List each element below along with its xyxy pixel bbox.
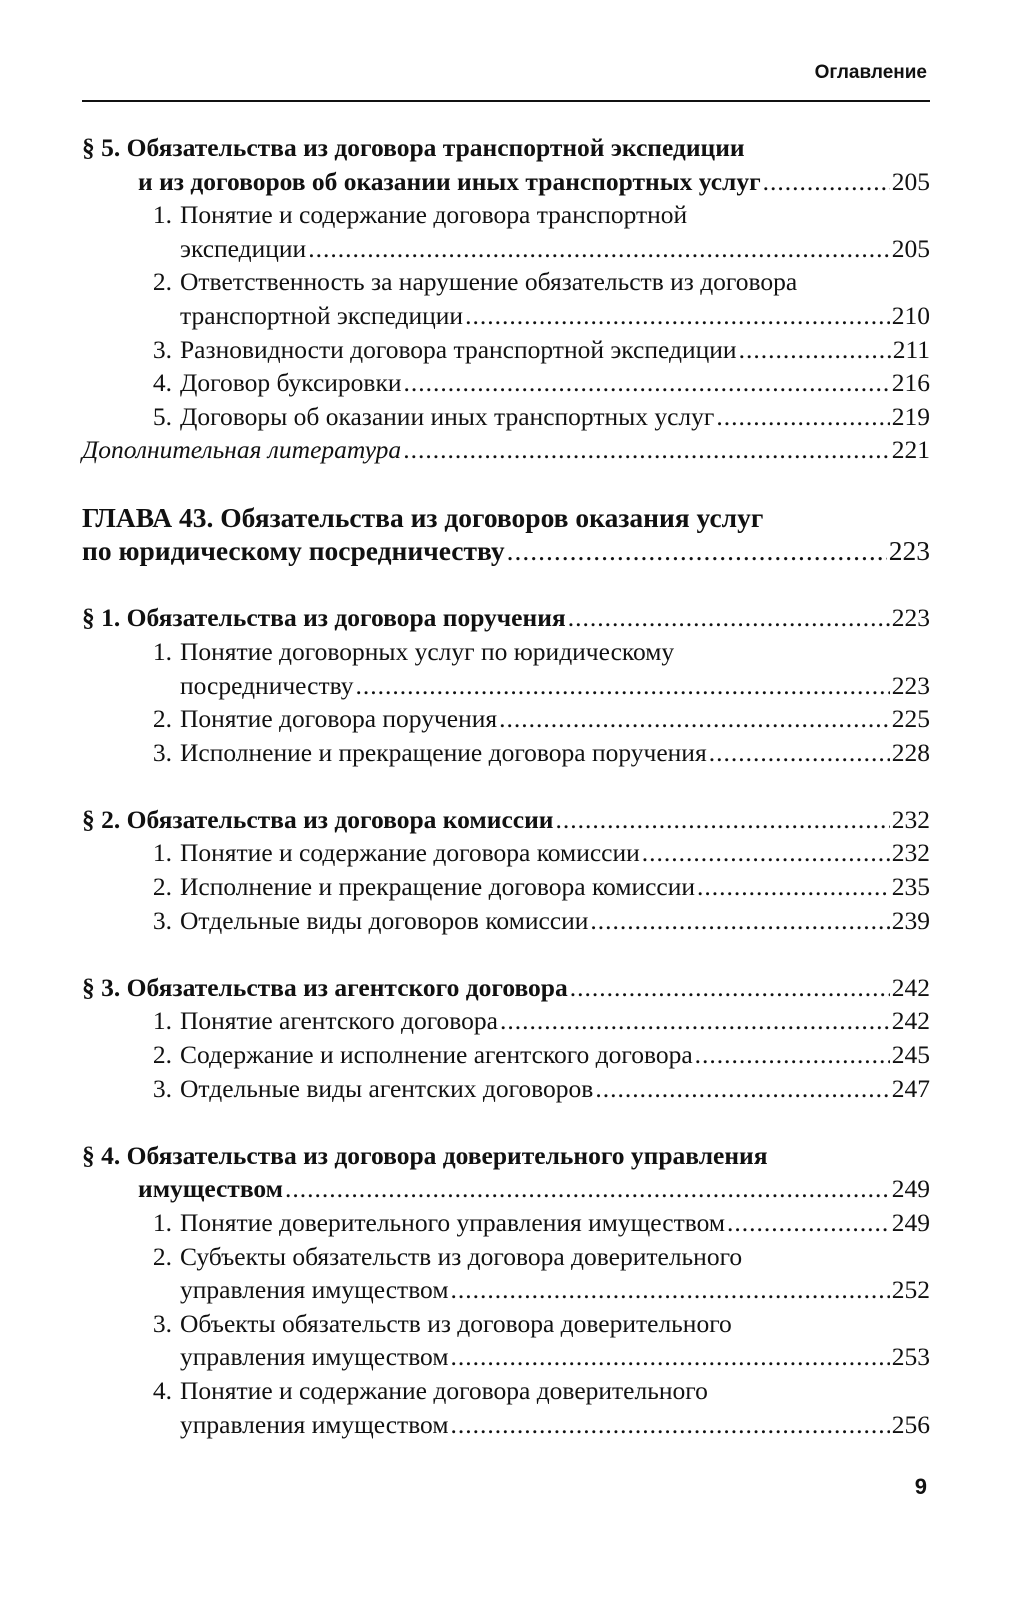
item-title: Отдельные виды агентских договоров: [180, 1073, 594, 1103]
leader-dots: [450, 1273, 889, 1307]
toc-item-cont: [82, 299, 930, 333]
item-number: 4.: [152, 368, 172, 398]
page-ref: 249: [891, 1174, 930, 1204]
toc-item-cont: [82, 232, 930, 266]
section-heading: [82, 971, 930, 1005]
item-title: Понятие договора поручения: [180, 704, 498, 734]
item-title-cont: управления имуществом: [180, 1409, 449, 1439]
section-heading: [82, 1139, 930, 1173]
page-ref: 252: [891, 1275, 930, 1305]
item-number: 1.: [152, 1208, 172, 1237]
leader-dots: [716, 400, 889, 434]
toc-item: [82, 198, 930, 232]
item-number: 1.: [152, 636, 172, 666]
item-title: Разновидности договора транспортной экспедиции: [180, 334, 737, 364]
item-number: 2.: [152, 1040, 172, 1070]
toc-item: [82, 904, 930, 938]
item-title: Понятие и содержание договора комиссии: [180, 838, 640, 868]
toc-item: [82, 1004, 930, 1038]
leader-dots: [356, 669, 890, 703]
toc-item-cont: [82, 669, 930, 703]
section-title: Обязательства из договора доверительного управления: [126, 1140, 768, 1170]
page-ref: 228: [891, 737, 930, 767]
page-ref: 242: [891, 1006, 930, 1036]
toc-item-cont: [82, 1408, 930, 1442]
item-title-cont: управления имуществом: [180, 1342, 449, 1372]
leader-dots: [403, 433, 890, 467]
leader-dots: [697, 870, 890, 904]
toc-item: [82, 400, 930, 434]
literature-entry: [82, 433, 930, 467]
running-head: Оглавление: [814, 62, 927, 83]
section-heading: [82, 601, 930, 635]
item-title: Ответственность за нарушение обязательств из договора: [180, 267, 798, 297]
page-ref: 242: [891, 972, 930, 1002]
item-title: Исполнение и прекращение договора комиссии: [180, 872, 696, 902]
page-ref: 223: [891, 670, 930, 700]
literature-title: Дополнительная литература: [82, 435, 402, 465]
item-title: Исполнение и прекращение договора поручения: [180, 737, 707, 767]
leader-dots: [570, 971, 890, 1005]
leader-dots: [499, 702, 890, 736]
toc-item: [82, 635, 930, 669]
toc-item-cont: [82, 1340, 930, 1374]
page-ref: 247: [891, 1073, 930, 1103]
section-heading: [82, 131, 930, 165]
page-ref: 205: [891, 166, 930, 196]
toc-item: [82, 736, 930, 770]
item-number: 5.: [152, 401, 172, 431]
item-number: 3.: [152, 1308, 172, 1338]
toc-item: [82, 1038, 930, 1072]
leader-dots: [695, 1038, 890, 1072]
leader-dots: [500, 1004, 890, 1038]
item-number: 3.: [152, 737, 172, 767]
table-of-contents: [82, 131, 930, 1441]
item-title: Понятие доверительного управления имуществом: [180, 1208, 725, 1237]
item-number: 1.: [152, 838, 172, 868]
page-ref: 223: [891, 603, 930, 633]
chapter-heading-cont: [82, 534, 930, 568]
item-title: Субъекты обязательств из договора доверительного: [180, 1241, 743, 1271]
item-title-cont: экспедиции: [180, 233, 307, 263]
page-ref: 205: [891, 233, 930, 263]
item-number: 4.: [152, 1375, 172, 1405]
item-title: Понятие договорных услуг по юридическому: [180, 636, 675, 666]
toc-item: [82, 1072, 930, 1106]
leader-dots: [709, 736, 890, 770]
leader-dots: [739, 333, 891, 367]
leader-dots: [590, 904, 889, 938]
page-ref: 219: [891, 401, 930, 431]
leader-dots: [404, 366, 890, 400]
section-title-cont: и из договоров об оказании иных транспортных услуг: [138, 166, 761, 196]
item-title: Понятие и содержание договора транспортной: [180, 200, 688, 230]
leader-dots: [642, 836, 890, 870]
section-title: Обязательства из агентского договора: [126, 972, 568, 1002]
leader-dots: [727, 1206, 890, 1240]
item-title: Отдельные виды договоров комиссии: [180, 905, 589, 935]
item-title-cont: управления имуществом: [180, 1275, 449, 1305]
section-heading: [82, 803, 930, 837]
item-number: 2.: [152, 872, 172, 902]
item-title: Договоры об оказании иных транспортных услуг: [180, 401, 715, 431]
section-number: § 2.: [82, 804, 121, 834]
page-ref: 256: [891, 1409, 930, 1439]
leader-dots: [465, 299, 890, 333]
section-title: Обязательства из договора комиссии: [126, 804, 554, 834]
item-title: Понятие агентского договора: [180, 1006, 498, 1036]
leader-dots: [450, 1340, 889, 1374]
page-ref: 210: [891, 300, 930, 330]
page-ref: 225: [891, 704, 930, 734]
section-heading-cont: [82, 165, 930, 199]
page-ref: 245: [891, 1040, 930, 1070]
item-title-cont: транспортной экспедиции: [180, 300, 464, 330]
chapter-title: ГЛАВА 43. Обязательства из договоров оказания услуг: [82, 501, 764, 533]
section-title: Обязательства из договора поручения: [126, 603, 566, 633]
leader-dots: [595, 1072, 889, 1106]
item-number: 2.: [152, 267, 172, 297]
toc-item: [82, 870, 930, 904]
toc-item: [82, 366, 930, 400]
item-title: Объекты обязательств из договора доверительного: [180, 1308, 732, 1338]
chapter-title-cont: по юридическому посредничеству: [82, 535, 505, 567]
page-ref: 239: [891, 905, 930, 935]
chapter-heading: [82, 501, 930, 535]
page-ref: 216: [891, 368, 930, 398]
page-number: 9: [914, 1474, 927, 1499]
toc-item: [82, 265, 930, 299]
toc-item: [82, 1374, 930, 1408]
leader-dots: [308, 232, 890, 266]
section-number: § 1.: [82, 603, 121, 633]
section-number: § 3.: [82, 972, 121, 1002]
item-title: Договор буксировки: [180, 368, 402, 398]
toc-item: [82, 333, 930, 367]
header-rule: [82, 100, 930, 102]
section-title-cont: имуществом: [138, 1174, 284, 1204]
section-number: § 5.: [82, 133, 121, 162]
item-number: 3.: [152, 334, 172, 364]
item-number: 2.: [152, 704, 172, 734]
page-ref: 249: [891, 1208, 930, 1237]
leader-dots: [763, 165, 890, 199]
toc-item: [82, 1206, 930, 1240]
toc-item-cont: [82, 1273, 930, 1307]
toc-item: [82, 836, 930, 870]
item-number: 3.: [152, 905, 172, 935]
leader-dots: [450, 1408, 889, 1442]
item-number: 1.: [152, 200, 172, 230]
toc-item: [82, 1307, 930, 1341]
section-heading-cont: [82, 1172, 930, 1206]
item-title-cont: посредничеству: [180, 670, 354, 700]
page-ref: 235: [891, 872, 930, 902]
leader-dots: [568, 601, 890, 635]
toc-item: [82, 702, 930, 736]
page-ref: 232: [891, 804, 930, 834]
item-number: 1.: [152, 1006, 172, 1036]
toc-item: [82, 1240, 930, 1274]
item-number: 3.: [152, 1073, 172, 1103]
section-number: § 4.: [82, 1140, 121, 1170]
item-number: 2.: [152, 1241, 172, 1271]
page-ref: 232: [891, 838, 930, 868]
item-title: Содержание и исполнение агентского договора: [180, 1040, 693, 1070]
page-ref: 223: [888, 535, 930, 567]
item-title: Понятие и содержание договора доверительного: [180, 1375, 708, 1405]
section-title: Обязательства из договора транспортной экспедиции: [126, 133, 745, 162]
page-ref: 253: [891, 1342, 930, 1372]
page-ref: 211: [892, 334, 930, 364]
leader-dots: [555, 803, 889, 837]
leader-dots: [507, 534, 887, 568]
leader-dots: [285, 1172, 890, 1206]
page-ref: 221: [891, 435, 930, 465]
